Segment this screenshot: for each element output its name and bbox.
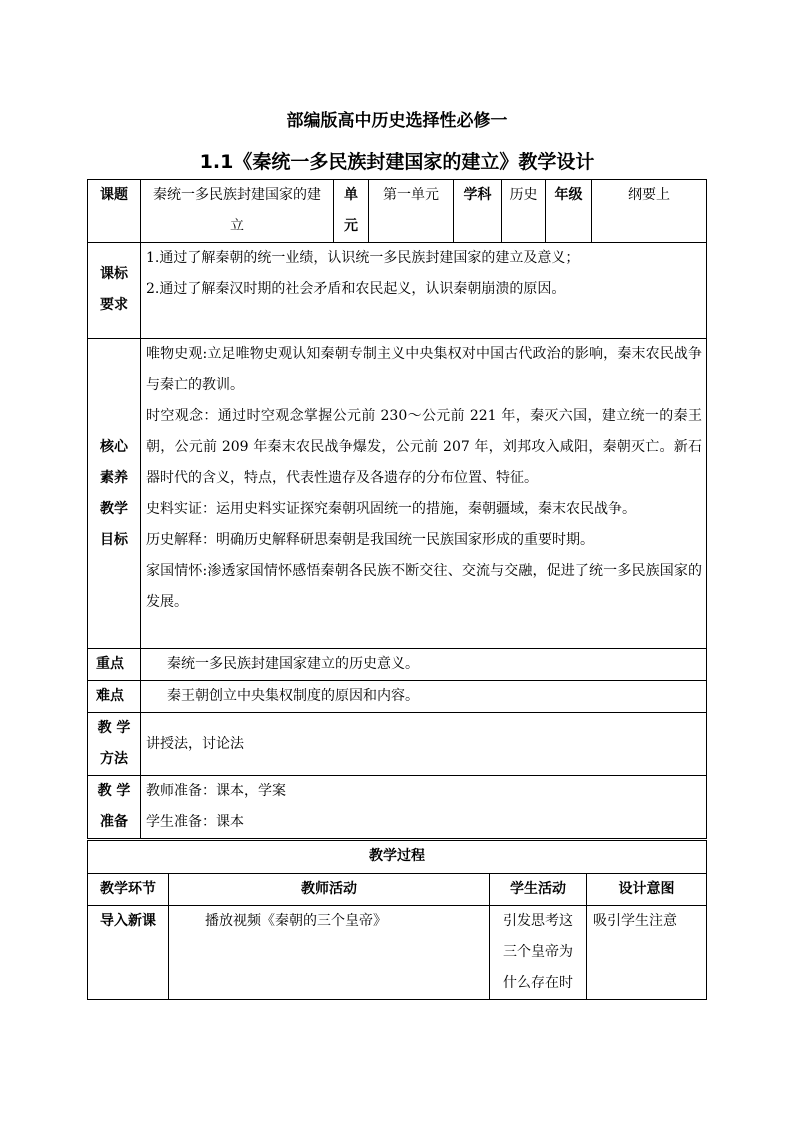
lesson-title: 1.1《秦统一多民族封建国家的建立》教学设计 — [199, 151, 595, 173]
curriculum-requirements — [141, 243, 707, 339]
method-value: 讲授法，讨论法 — [141, 713, 707, 776]
unit-label: 单 元 — [334, 180, 369, 243]
curriculum-label: 课标 要求 — [88, 243, 141, 339]
grade-label: 年级 — [546, 180, 592, 243]
subject-value: 历史 — [502, 180, 546, 243]
key-point-value: 秦统一多民族封建国家建立的历史意义。 — [141, 649, 707, 681]
unit-value: 第一单元 — [369, 180, 454, 243]
subject-label: 学科 — [454, 180, 502, 243]
core-literacy-goals — [141, 339, 707, 649]
curriculum-item: 1.通过了解秦朝的统一业绩，认识统一多民族封建国家的建立及意义； — [146, 250, 580, 266]
goal-paragraph: 唯物史观:立足唯物史观认知秦朝专制主义中央集权对中国古代政治的影响，秦末农民战争与秦亡的教训。 — [146, 346, 702, 393]
method-label: 教 学 方法 — [88, 713, 141, 776]
student-activity-cell: 引发思考这 三个皇帝为 什么存在时 — [490, 906, 587, 1000]
student-preparation: 学生准备：课本 — [146, 814, 244, 830]
column-header-stage: 教学环节 — [88, 874, 169, 906]
process-title: 教学过程 — [88, 841, 707, 874]
design-intent-cell: 吸引学生注意 — [587, 906, 707, 1000]
goal-paragraph: 史料实证：运用史料实证探究秦朝巩固统一的措施，秦朝疆域，秦末农民战争。 — [146, 501, 636, 517]
curriculum-item: 2.通过了解秦汉时期的社会矛盾和农民起义，认识秦朝崩溃的原因。 — [146, 281, 566, 297]
core-literacy-label: 核心 素养 教学 目标 — [88, 339, 141, 649]
column-header-teacher: 教师活动 — [169, 874, 490, 906]
topic-value: 秦统一多民族封建国家的建 立 — [141, 180, 334, 243]
teaching-process-table — [87, 840, 707, 1000]
topic-label: 课题 — [88, 180, 141, 243]
difficulty-value: 秦王朝创立中央集权制度的原因和内容。 — [141, 681, 707, 713]
goal-paragraph: 历史解释：明确历史解释研思秦朝是我国统一民族国家形成的重要时期。 — [146, 532, 594, 548]
preparation-label: 教 学 准备 — [88, 776, 141, 839]
grade-value: 纲要上 — [592, 180, 707, 243]
table-row — [88, 906, 707, 1000]
column-header-student: 学生活动 — [490, 874, 587, 906]
stage-cell: 导入新课 — [88, 906, 169, 1000]
document-title: 部编版高中历史选择性必修一 — [286, 111, 508, 131]
key-point-label: 重点 — [88, 649, 141, 681]
teacher-preparation: 教师准备：课本，学案 — [146, 783, 286, 799]
lesson-info-table — [87, 179, 707, 839]
goal-paragraph: 时空观念：通过时空观念掌握公元前 230～公元前 221 年，秦灭六国，建立统一的秦王朝，公元前 209 年秦末农民战争爆发，公元前 207 年，刘邦攻入咸阳，秦朝灭亡。新石器时代的含义，特点，代表性遗存及各遗存的分布位置、特征。 — [146, 408, 702, 486]
goal-paragraph: 家国情怀:渗透家国情怀感悟秦朝各民族不断交往、交流与交融，促进了统一多民族国家的发展。 — [146, 563, 702, 610]
difficulty-label: 难点 — [88, 681, 141, 713]
teacher-activity-cell: 播放视频《秦朝的三个皇帝》 — [169, 906, 490, 1000]
column-header-intent: 设计意图 — [587, 874, 707, 906]
preparation-value — [141, 776, 707, 839]
